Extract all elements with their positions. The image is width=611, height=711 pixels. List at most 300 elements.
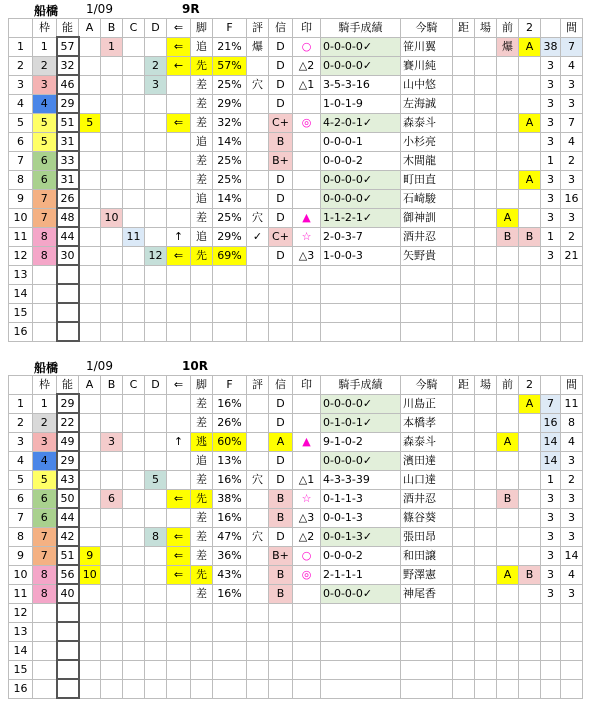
cell-previous	[497, 603, 519, 622]
cell-ability	[57, 622, 79, 641]
cell-mark-a	[79, 432, 101, 451]
cell-ability	[57, 322, 79, 341]
cell-arrow	[167, 151, 191, 170]
cell-distance	[453, 303, 475, 322]
cell-jockey: 山中悠	[401, 75, 453, 94]
table-row[interactable]	[9, 75, 583, 94]
cell-mark-b	[101, 246, 123, 265]
cell-gap-2	[561, 322, 583, 341]
cell-distance	[453, 246, 475, 265]
table-row[interactable]	[9, 508, 583, 527]
cell-gap-1	[541, 303, 561, 322]
cell-gap-1: 3	[541, 208, 561, 227]
cell-confidence: D	[269, 170, 293, 189]
cell-confidence	[269, 603, 293, 622]
cell-mark	[293, 94, 321, 113]
table-row[interactable]	[9, 527, 583, 546]
table-row[interactable]	[9, 303, 583, 322]
col-header-arrow: ⇐	[167, 19, 191, 38]
cell-gap-1: 3	[541, 56, 561, 75]
cell-jockey-record: 0-0-0-0✓	[321, 56, 401, 75]
cell-confidence: D	[269, 527, 293, 546]
cell-waku	[33, 641, 57, 660]
cell-mark-d	[145, 451, 167, 470]
table-row[interactable]	[9, 489, 583, 508]
cell-arrow	[167, 132, 191, 151]
cell-gap-1: 7	[541, 394, 561, 413]
cell-gap-1: 3	[541, 246, 561, 265]
cell-mark-d	[145, 603, 167, 622]
cell-mark-c	[123, 113, 145, 132]
cell-ability	[57, 660, 79, 679]
cell-jockey-record: 3-5-3-16	[321, 75, 401, 94]
col-header-jockey: 今騎	[401, 19, 453, 38]
cell-ability	[57, 603, 79, 622]
col-header-previous: 前	[497, 376, 519, 395]
cell-mark-d	[145, 413, 167, 432]
cell-jockey-record: 0-0-0-2	[321, 546, 401, 565]
cell-course	[475, 151, 497, 170]
cell-confidence: D	[269, 208, 293, 227]
cell-course	[475, 94, 497, 113]
table-row[interactable]	[9, 641, 583, 660]
cell-row-number: 1	[9, 37, 33, 56]
cell-rating	[247, 565, 269, 584]
cell-distance	[453, 208, 475, 227]
cell-style: 差	[191, 94, 213, 113]
cell-confidence: B	[269, 132, 293, 151]
col-header-row-number	[9, 19, 33, 38]
cell-distance	[453, 132, 475, 151]
cell-mark	[293, 603, 321, 622]
race-header	[0, 0, 611, 18]
cell-distance	[453, 527, 475, 546]
cell-ability: 43	[57, 470, 79, 489]
cell-mark-a: 9	[79, 546, 101, 565]
cell-distance	[453, 603, 475, 622]
table-row[interactable]	[9, 413, 583, 432]
cell-gap-1: 14	[541, 432, 561, 451]
cell-jockey-record: 0-0-1-3	[321, 508, 401, 527]
table-row[interactable]	[9, 208, 583, 227]
cell-jockey-record	[321, 322, 401, 341]
cell-mark-a	[79, 246, 101, 265]
cell-mark-c	[123, 527, 145, 546]
cell-course	[475, 284, 497, 303]
cell-row-number: 16	[9, 322, 33, 341]
cell-arrow: ⇐	[167, 113, 191, 132]
table-row[interactable]	[9, 170, 583, 189]
cell-mark-a	[79, 56, 101, 75]
table-row[interactable]	[9, 546, 583, 565]
cell-previous	[497, 56, 519, 75]
cell-style	[191, 622, 213, 641]
cell-gap-1: 1	[541, 151, 561, 170]
cell-f-pct	[213, 679, 247, 698]
cell-mark-d	[145, 432, 167, 451]
cell-mark-c	[123, 432, 145, 451]
cell-mark-d	[145, 284, 167, 303]
col-header-distance: 距	[453, 376, 475, 395]
col-header-gap-2: 間	[561, 376, 583, 395]
table-row[interactable]	[9, 94, 583, 113]
cell-mark-c	[123, 603, 145, 622]
cell-f-pct: 13%	[213, 451, 247, 470]
cell-rating	[247, 603, 269, 622]
col-header-row-number	[9, 376, 33, 395]
cell-mark-c	[123, 546, 145, 565]
cell-previous	[497, 322, 519, 341]
cell-previous	[497, 584, 519, 603]
cell-style: 追	[191, 37, 213, 56]
venue-label: 船橋	[34, 361, 59, 375]
cell-ability: 29	[57, 394, 79, 413]
cell-gap-1: 3	[541, 75, 561, 94]
cell-rating	[247, 265, 269, 284]
cell-jockey-record	[321, 603, 401, 622]
cell-course	[475, 603, 497, 622]
col-header-previous: 前	[497, 19, 519, 38]
cell-second	[519, 208, 541, 227]
cell-second: A	[519, 37, 541, 56]
table-row[interactable]	[9, 451, 583, 470]
table-row[interactable]	[9, 432, 583, 451]
cell-mark-c	[123, 660, 145, 679]
cell-confidence: D	[269, 470, 293, 489]
cell-style: 追	[191, 451, 213, 470]
cell-style: 差	[191, 527, 213, 546]
cell-previous	[497, 394, 519, 413]
cell-waku: 7	[33, 208, 57, 227]
cell-jockey-record	[321, 622, 401, 641]
cell-gap-2	[561, 622, 583, 641]
cell-gap-2	[561, 303, 583, 322]
cell-course	[475, 489, 497, 508]
cell-f-pct: 57%	[213, 56, 247, 75]
cell-row-number: 12	[9, 603, 33, 622]
cell-ability	[57, 679, 79, 698]
cell-mark-a	[79, 603, 101, 622]
cell-mark-b	[101, 132, 123, 151]
cell-mark-d	[145, 489, 167, 508]
cell-f-pct	[213, 660, 247, 679]
table-row[interactable]	[9, 246, 583, 265]
cell-gap-1: 3	[541, 94, 561, 113]
cell-mark-d	[145, 151, 167, 170]
col-header-mark: 印	[293, 19, 321, 38]
cell-rating	[247, 132, 269, 151]
col-header-waku: 枠	[33, 376, 57, 395]
cell-style: 差	[191, 170, 213, 189]
cell-mark-a	[79, 641, 101, 660]
table-row[interactable]	[9, 679, 583, 698]
cell-mark-a	[79, 489, 101, 508]
cell-gap-2: 3	[561, 208, 583, 227]
cell-mark-d	[145, 208, 167, 227]
cell-gap-2: 14	[561, 546, 583, 565]
cell-jockey	[401, 641, 453, 660]
cell-second	[519, 603, 541, 622]
cell-mark-d: 5	[145, 470, 167, 489]
cell-distance	[453, 413, 475, 432]
cell-f-pct: 25%	[213, 151, 247, 170]
cell-gap-1	[541, 622, 561, 641]
cell-jockey-record: 0-0-0-0✓	[321, 170, 401, 189]
cell-f-pct: 16%	[213, 394, 247, 413]
cell-course	[475, 189, 497, 208]
cell-gap-1: 16	[541, 413, 561, 432]
cell-jockey	[401, 679, 453, 698]
table-row[interactable]	[9, 113, 583, 132]
cell-mark-c	[123, 75, 145, 94]
cell-style: 差	[191, 394, 213, 413]
cell-mark: △2	[293, 56, 321, 75]
cell-mark-b	[101, 451, 123, 470]
col-header-jockey-record: 騎手成績	[321, 376, 401, 395]
cell-jockey: 森泰斗	[401, 113, 453, 132]
race-label: 9R	[182, 2, 200, 16]
cell-style: 差	[191, 508, 213, 527]
cell-second	[519, 451, 541, 470]
cell-f-pct	[213, 603, 247, 622]
cell-gap-1: 3	[541, 489, 561, 508]
cell-ability: 56	[57, 565, 79, 584]
cell-mark-c	[123, 451, 145, 470]
cell-course	[475, 546, 497, 565]
cell-mark-a	[79, 37, 101, 56]
cell-mark-b	[101, 527, 123, 546]
cell-ability: 26	[57, 189, 79, 208]
cell-mark	[293, 679, 321, 698]
cell-course	[475, 622, 497, 641]
cell-distance	[453, 489, 475, 508]
cell-ability: 42	[57, 527, 79, 546]
cell-ability: 46	[57, 75, 79, 94]
cell-f-pct: 25%	[213, 75, 247, 94]
cell-second	[519, 303, 541, 322]
cell-rating	[247, 413, 269, 432]
cell-course	[475, 451, 497, 470]
cell-jockey-record	[321, 265, 401, 284]
cell-waku	[33, 622, 57, 641]
cell-previous: A	[497, 432, 519, 451]
cell-jockey: 和田譲	[401, 546, 453, 565]
table-row[interactable]	[9, 394, 583, 413]
cell-jockey-record: 0-0-1-3✓	[321, 527, 401, 546]
cell-jockey: 山口達	[401, 470, 453, 489]
cell-jockey-record	[321, 641, 401, 660]
cell-arrow	[167, 94, 191, 113]
table-row[interactable]	[9, 322, 583, 341]
cell-confidence: D	[269, 413, 293, 432]
cell-arrow: ⇐	[167, 37, 191, 56]
table-row[interactable]	[9, 265, 583, 284]
race-table	[8, 18, 583, 342]
cell-waku: 6	[33, 170, 57, 189]
cell-rating	[247, 432, 269, 451]
cell-mark-d	[145, 227, 167, 246]
cell-rating	[247, 246, 269, 265]
cell-style: 追	[191, 132, 213, 151]
table-row[interactable]	[9, 284, 583, 303]
cell-course	[475, 584, 497, 603]
table-row[interactable]	[9, 603, 583, 622]
cell-waku: 3	[33, 75, 57, 94]
cell-gap-2	[561, 641, 583, 660]
table-row[interactable]	[9, 584, 583, 603]
cell-confidence: B	[269, 565, 293, 584]
cell-f-pct: 47%	[213, 527, 247, 546]
cell-f-pct: 16%	[213, 584, 247, 603]
cell-rating	[247, 284, 269, 303]
cell-waku: 7	[33, 189, 57, 208]
cell-ability: 33	[57, 151, 79, 170]
cell-mark-b	[101, 641, 123, 660]
cell-jockey-record: 1-1-2-1✓	[321, 208, 401, 227]
col-header-style: 脚	[191, 376, 213, 395]
cell-mark-c	[123, 622, 145, 641]
cell-style: 差	[191, 75, 213, 94]
venue-label: 船橋	[34, 4, 59, 18]
cell-confidence	[269, 303, 293, 322]
cell-gap-2: 2	[561, 470, 583, 489]
cell-rating: 穴	[247, 527, 269, 546]
cell-row-number: 13	[9, 265, 33, 284]
cell-jockey-record: 0-0-0-0✓	[321, 189, 401, 208]
cell-row-number: 7	[9, 508, 33, 527]
table-row[interactable]	[9, 470, 583, 489]
cell-course	[475, 303, 497, 322]
cell-waku: 2	[33, 413, 57, 432]
cell-mark-c	[123, 94, 145, 113]
cell-gap-2: 3	[561, 170, 583, 189]
cell-style: 先	[191, 56, 213, 75]
table-row[interactable]	[9, 565, 583, 584]
cell-mark	[293, 170, 321, 189]
col-header-distance: 距	[453, 19, 475, 38]
col-header-mark-b: B	[101, 376, 123, 395]
cell-mark: ○	[293, 37, 321, 56]
cell-confidence: B	[269, 584, 293, 603]
cell-ability	[57, 265, 79, 284]
cell-previous	[497, 470, 519, 489]
table-row[interactable]	[9, 227, 583, 246]
cell-mark	[293, 303, 321, 322]
table-row[interactable]	[9, 132, 583, 151]
cell-jockey	[401, 303, 453, 322]
table-row[interactable]	[9, 622, 583, 641]
cell-waku: 5	[33, 470, 57, 489]
cell-style: 差	[191, 208, 213, 227]
table-row[interactable]	[9, 151, 583, 170]
cell-mark-c	[123, 470, 145, 489]
cell-mark-c	[123, 508, 145, 527]
cell-distance	[453, 113, 475, 132]
cell-course	[475, 394, 497, 413]
cell-gap-2: 2	[561, 151, 583, 170]
cell-waku: 6	[33, 508, 57, 527]
cell-distance	[453, 584, 475, 603]
cell-f-pct: 43%	[213, 565, 247, 584]
cell-mark: ◎	[293, 565, 321, 584]
cell-previous	[497, 641, 519, 660]
cell-style: 差	[191, 151, 213, 170]
cell-jockey: 張田昂	[401, 527, 453, 546]
cell-jockey-record: 1-0-0-3	[321, 246, 401, 265]
cell-arrow: ↑	[167, 227, 191, 246]
cell-mark-b	[101, 284, 123, 303]
cell-gap-2	[561, 265, 583, 284]
cell-gap-1: 3	[541, 565, 561, 584]
cell-gap-2: 4	[561, 432, 583, 451]
cell-gap-2: 3	[561, 75, 583, 94]
cell-row-number: 4	[9, 451, 33, 470]
cell-rating: 爆	[247, 37, 269, 56]
cell-mark: △3	[293, 246, 321, 265]
cell-row-number: 10	[9, 208, 33, 227]
cell-distance	[453, 641, 475, 660]
cell-gap-1	[541, 660, 561, 679]
cell-mark-d	[145, 113, 167, 132]
cell-arrow: ⇐	[167, 489, 191, 508]
table-row[interactable]	[9, 37, 583, 56]
cell-jockey-record: 4-3-3-39	[321, 470, 401, 489]
cell-jockey-record: 0-0-0-0✓	[321, 451, 401, 470]
cell-mark-b	[101, 322, 123, 341]
cell-gap-2: 8	[561, 413, 583, 432]
cell-distance	[453, 679, 475, 698]
cell-gap-1: 3	[541, 189, 561, 208]
cell-ability: 50	[57, 489, 79, 508]
table-row[interactable]	[9, 189, 583, 208]
cell-row-number: 6	[9, 489, 33, 508]
cell-arrow: ←	[167, 56, 191, 75]
table-row[interactable]	[9, 660, 583, 679]
cell-previous	[497, 527, 519, 546]
cell-jockey: 笹川翼	[401, 37, 453, 56]
cell-mark-d	[145, 660, 167, 679]
cell-f-pct	[213, 622, 247, 641]
cell-previous	[497, 679, 519, 698]
col-header-rating: 評	[247, 19, 269, 38]
cell-waku	[33, 265, 57, 284]
cell-jockey-record: 9-1-0-2	[321, 432, 401, 451]
cell-mark-a	[79, 170, 101, 189]
table-row[interactable]	[9, 56, 583, 75]
cell-arrow	[167, 641, 191, 660]
cell-second	[519, 322, 541, 341]
cell-gap-2: 2	[561, 227, 583, 246]
cell-confidence: C+	[269, 227, 293, 246]
cell-ability: 48	[57, 208, 79, 227]
cell-waku: 8	[33, 584, 57, 603]
cell-arrow	[167, 603, 191, 622]
cell-waku: 8	[33, 227, 57, 246]
cell-course	[475, 265, 497, 284]
cell-row-number: 10	[9, 565, 33, 584]
cell-mark-c	[123, 37, 145, 56]
header-row	[9, 19, 583, 38]
cell-arrow	[167, 470, 191, 489]
cell-distance	[453, 394, 475, 413]
cell-gap-2: 3	[561, 489, 583, 508]
cell-mark	[293, 151, 321, 170]
cell-distance	[453, 470, 475, 489]
cell-previous: A	[497, 208, 519, 227]
cell-gap-2: 11	[561, 394, 583, 413]
cell-ability: 32	[57, 56, 79, 75]
cell-waku: 6	[33, 151, 57, 170]
